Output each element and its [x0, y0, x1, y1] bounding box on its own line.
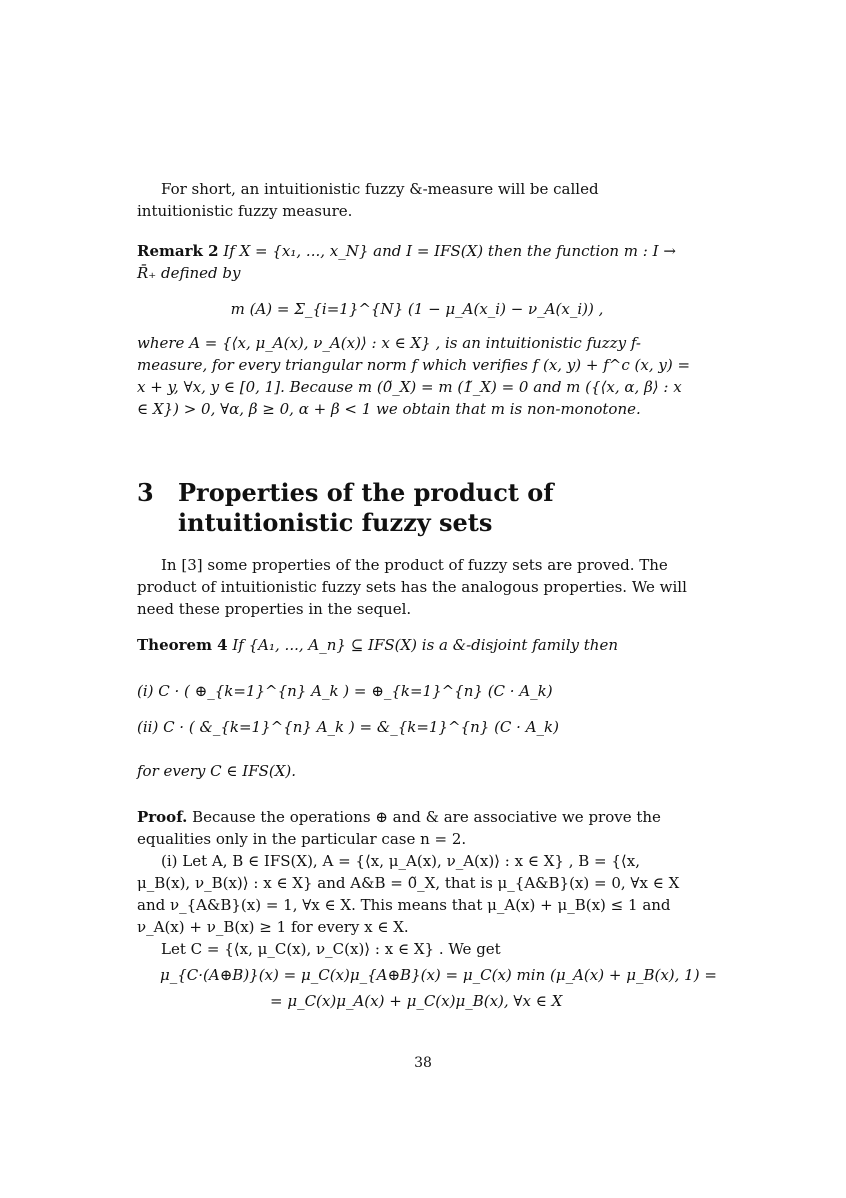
proof-label: Proof.	[137, 808, 188, 826]
remark-label: Remark 2	[137, 242, 219, 260]
proof-equation-line-2: = μ_C(x)μ_A(x) + μ_C(x)μ_B(x), ∀x ∈ X	[270, 992, 563, 1010]
remark-intro-text: If X = {x₁, ..., x_N} and I = IFS(X) then the function m : I → R̄₊ defined by	[137, 242, 676, 282]
section-number: 3	[137, 478, 154, 507]
remark-intro	[137, 240, 697, 284]
theorem-statement: If {A₁, ..., A_n} ⊆ IFS(X) is a &-disjoint family then	[232, 636, 618, 654]
theorem-tail: for every C ∈ IFS(X).	[137, 762, 297, 780]
theorem-block	[137, 634, 697, 656]
theorem-item-i: (i) C · ( ⊕_{k=1}^{n} A_k ) = ⊕_{k=1}^{n} (C · A_k)	[137, 682, 553, 700]
remark-formula: m (A) = Σ_{i=1}^{N} (1 − μ_A(x_i) − ν_A(x_i)) ,	[230, 300, 604, 318]
proof-p1-text: Because the operations ⊕ and & are associative we prove the equalities only in the particular case n = 2.	[137, 808, 661, 848]
section-title: Properties of the product of intuitionistic fuzzy sets	[178, 478, 554, 537]
proof-block	[137, 806, 697, 960]
page-number: 38	[414, 1055, 432, 1071]
paragraph-product: In [3] some properties of the product of fuzzy sets are proved. The product of intuitionistic fuzzy sets has the analogous properties. We will need these properties in the sequel.	[137, 556, 687, 618]
proof-p2: (i) Let A, B ∈ IFS(X), A = {⟨x, μ_A(x), ν_A(x)⟩ : x ∈ X} , B = {⟨x, μ_B(x), ν_B(x)⟩ : x ∈ X} and A&B = 0̃_X, that is μ_{A&B}(x) = 0, ∀x ∈ X and ν_{A&B}(x) = 1, ∀x ∈ X. This means that μ_A(x) + μ_B(x) ≤ 1 and ν_A(x) + ν_B(x) ≥ 1 for every x ∈ X.	[137, 852, 680, 936]
theorem-item-ii: (ii) C · ( &_{k=1}^{n} A_k ) = &_{k=1}^{n} (C · A_k)	[137, 718, 559, 736]
proof-equation-line-1: μ_{C·(A⊕B)}(x) = μ_C(x)μ_{A⊕B}(x) = μ_C(x) min (μ_A(x) + μ_B(x), 1) =	[160, 966, 717, 984]
remark-block	[137, 240, 697, 420]
theorem-label: Theorem 4	[137, 636, 228, 654]
proof-p3: Let C = {⟨x, μ_C(x), ν_C(x)⟩ : x ∈ X} . We get	[161, 940, 501, 958]
remark-after-text: where A = {⟨x, μ_A(x), ν_A(x)⟩ : x ∈ X} , is an intuitionistic fuzzy f-measure, for every triangular norm f which verifies f (x, y) + f^c (x, y) = x + y, ∀x, y ∈ [0, 1]. Because m (0̃_X) = m (1̃_X) = 0 and m ({⟨x, α, β⟩ : x ∈ X}) > 0, ∀α, β ≥ 0, α + β < 1 we obtain that m is non-monotone.	[137, 334, 691, 418]
paragraph-intro: For short, an intuitionistic fuzzy &-measure will be called intuitionistic fuzzy measure.	[137, 180, 599, 220]
theorem-statement-line	[137, 634, 697, 656]
proof-p1	[137, 806, 697, 850]
